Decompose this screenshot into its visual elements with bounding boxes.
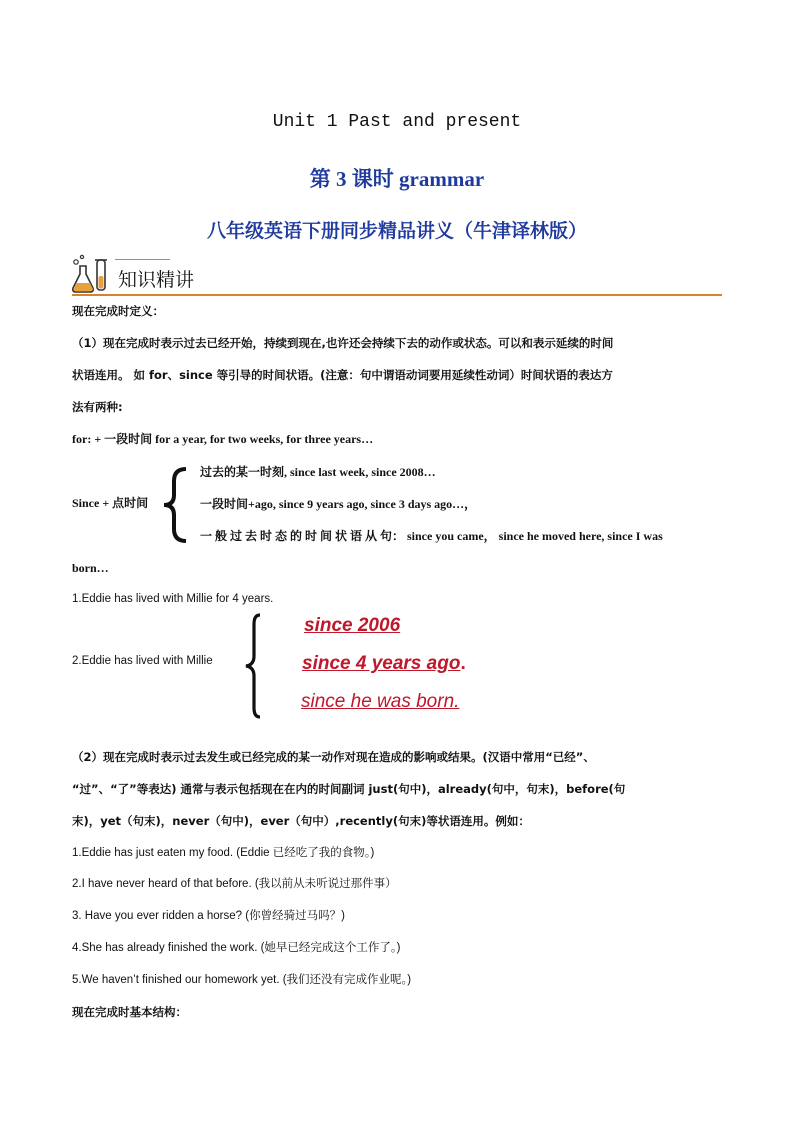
structure-heading: 现在完成时基本结构：: [72, 1005, 187, 1019]
since-option-1: 过去的某一时刻, since last week, since 2008…: [200, 465, 436, 479]
example-1: 1.Eddie has lived with Millie for 4 years.: [72, 593, 274, 605]
sentence-1: 1.Eddie has just eaten my food. (Eddie 已经吃了我的食物。): [72, 847, 375, 859]
sentence-2: 2.I have never heard of that before. (我以前从未听说过那件事）: [72, 878, 397, 890]
sentence-5: 5.We haven’t finished our homework yet. (我们还没有完成作业呢。): [72, 974, 412, 986]
section-label: 知识精讲: [118, 269, 195, 291]
since-label: Since + 点时间: [72, 496, 149, 510]
red-answer-since-2006: since 2006: [304, 615, 401, 636]
red-answer-since-4-years: since 4 years ago: [302, 653, 461, 674]
since-option-3-continued: born…: [72, 561, 109, 575]
section-top-accent: [115, 259, 170, 260]
paragraph-2-line-2: “过”、“了”等表达) 通常与表示包括现在在内的时间副词 just(句中)，already(句中，句末)，before(句: [72, 782, 626, 796]
section-divider: [72, 294, 722, 296]
unit-title: Unit 1 Past and present: [272, 112, 522, 132]
since-option-3: 一 般 过 去 时 态 的 时 间 状 语 从 句： since you came， since he moved here, since I was: [200, 529, 663, 543]
lesson-title: 第 3 课时 grammar: [309, 167, 485, 191]
red-answer-since-born: since he was born.: [301, 691, 460, 712]
red-answer-line-2: [302, 653, 466, 675]
lab-flask-icon: [70, 252, 114, 296]
sentence-4: 4.She has already finished the work. (她早已经完成这个工作了。): [72, 942, 401, 954]
paragraph-1-line-3: 法有两种:: [72, 400, 123, 414]
paragraph-1-line-2: 状语连用。 如 for、since 等引导的时间状语。(注意：句中谓语动词要用延续性动词）时间状语的表达方: [72, 368, 613, 382]
since-option-2: 一段时间+ago, since 9 years ago, since 3 days ago…，: [200, 497, 477, 511]
red-answer-period: .: [460, 653, 466, 674]
curly-brace-icon: [160, 465, 190, 545]
paragraph-2-line-1: （2）现在完成时表示过去发生或已经完成的某一动作对现在造成的影响或结果。(汉语中常用“已经”、: [72, 750, 595, 764]
large-brace-icon: [242, 612, 264, 720]
paragraph-1-line-1: （1）现在完成时表示过去已经开始，持续到现在,也许还会持续下去的动作或状态。可以和表示延续的时间: [72, 336, 614, 350]
definition-heading: 现在完成时定义：: [72, 304, 164, 318]
for-usage-line: for: + 一段时间 for a year, for two weeks, for three years…: [72, 432, 374, 446]
sentence-3: 3. Have you ever ridden a horse? (你曾经骑过马吗？): [72, 910, 345, 922]
example-2: 2.Eddie has lived with Millie: [72, 655, 213, 667]
handout-subtitle: 八年级英语下册同步精品讲义（牛津译林版）: [206, 220, 587, 242]
paragraph-2-line-3: 末)，yet（句末)，never（句中)，ever（句中）,recently(句末)等状语连用。例如：: [72, 814, 530, 828]
